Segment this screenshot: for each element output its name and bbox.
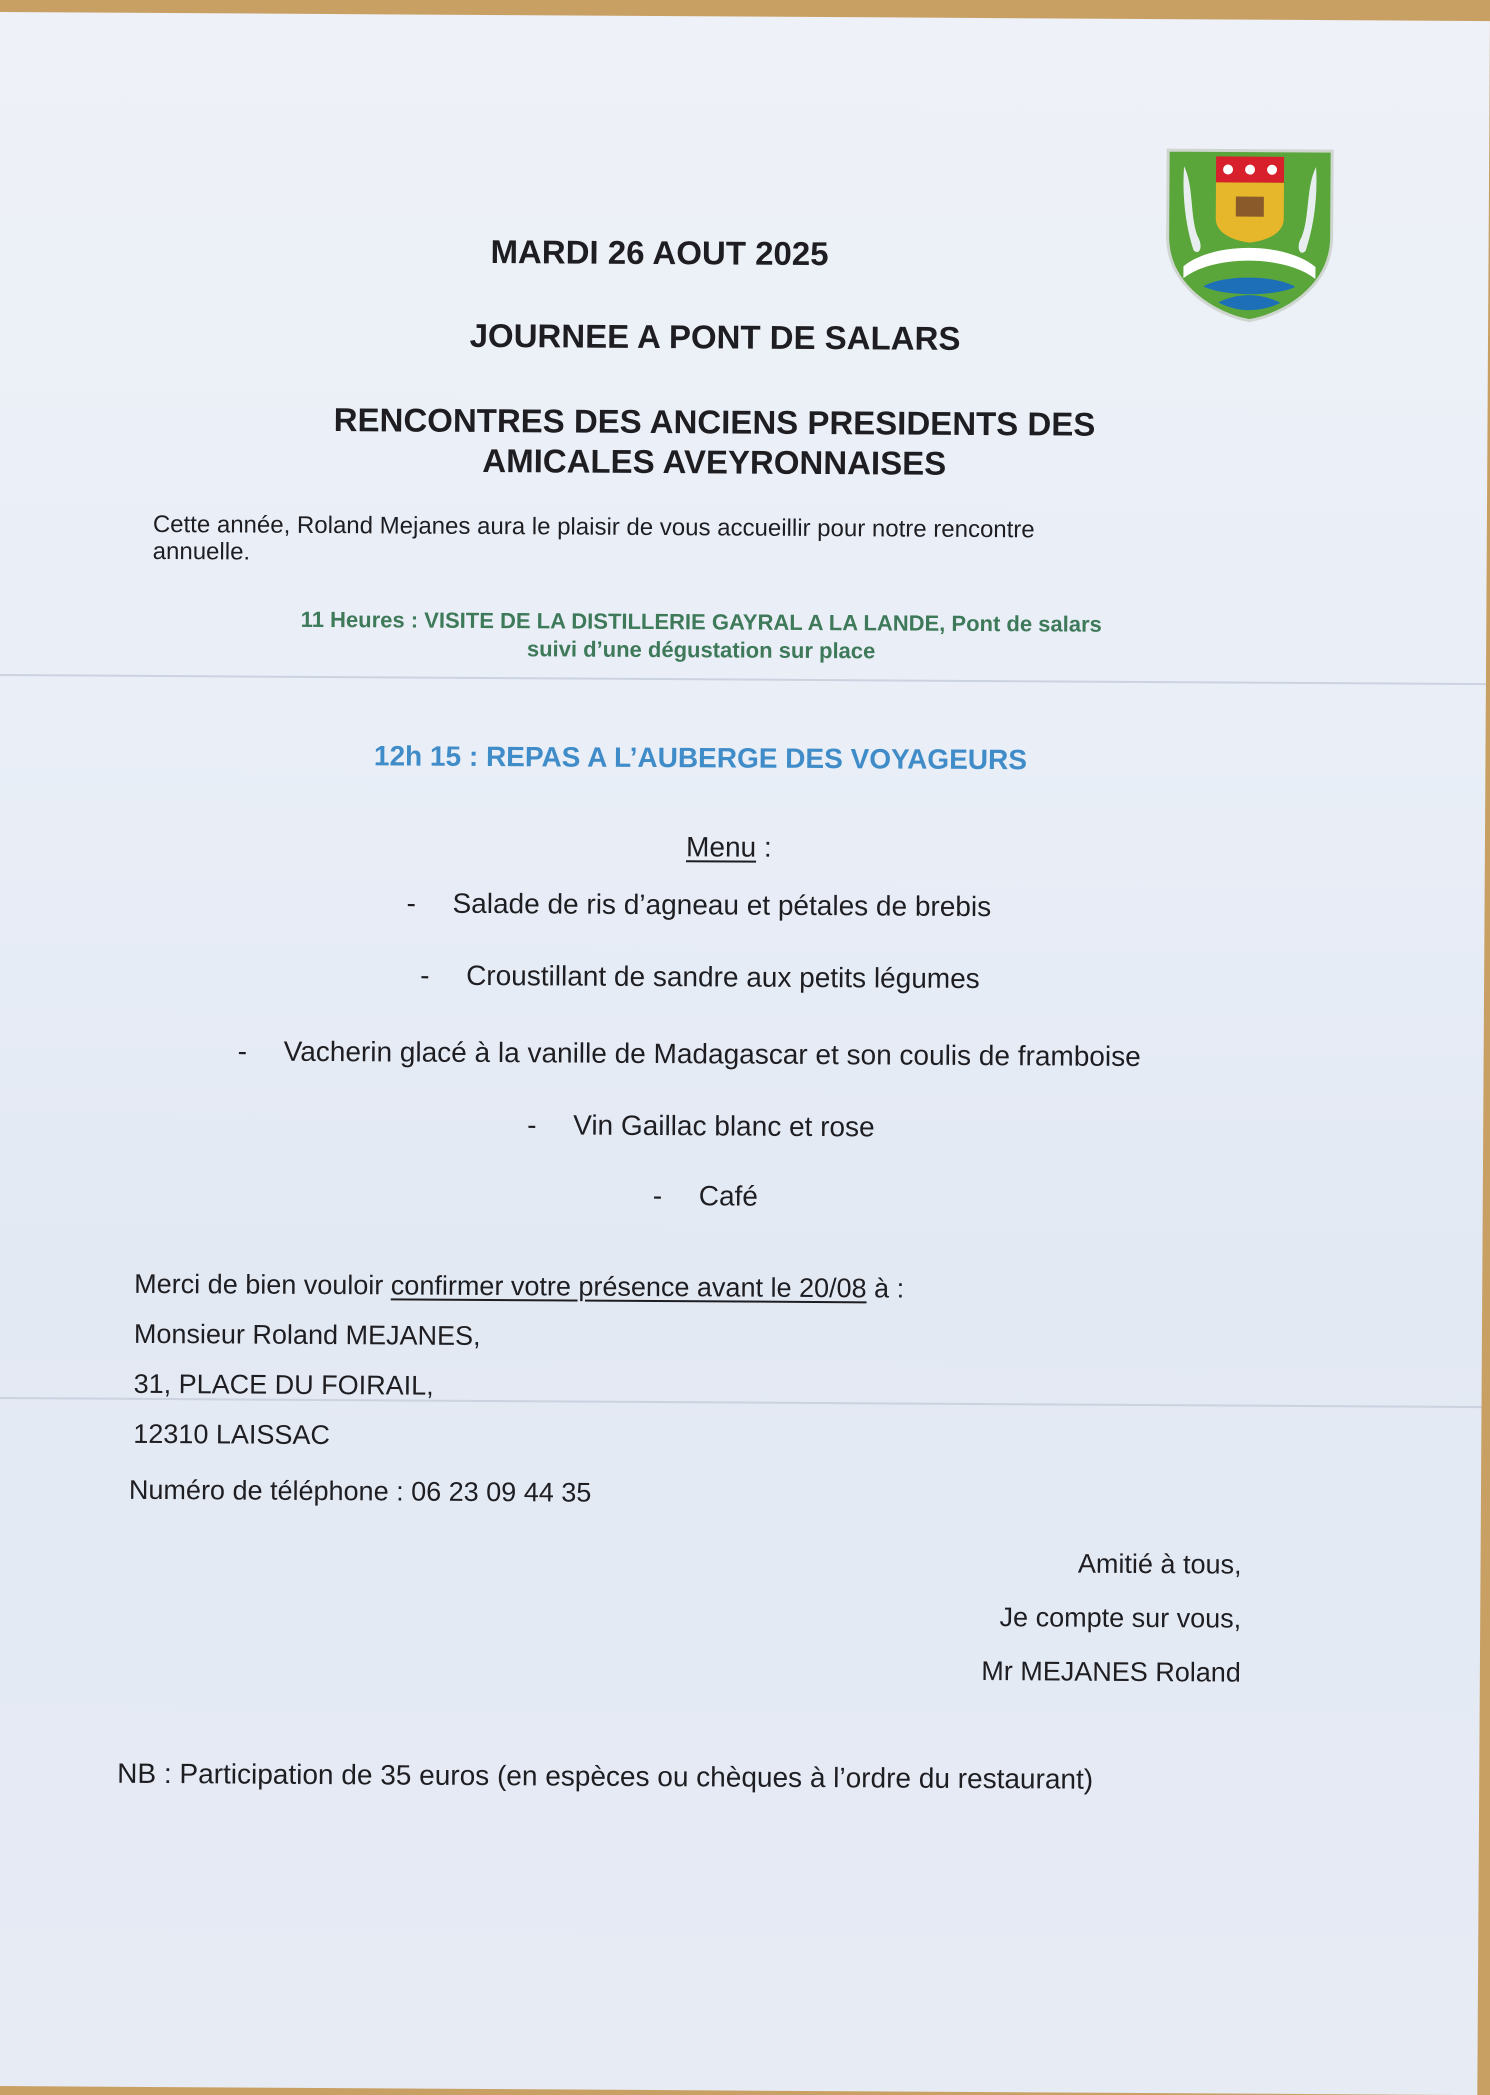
- signature-name: Mr MEJANES Roland: [981, 1656, 1241, 1688]
- letter-sheet: [0, 12, 1490, 2095]
- contact-city: 12310 LAISSAC: [133, 1418, 331, 1451]
- menu-item: [420, 960, 980, 995]
- paper-fold: [0, 674, 1486, 685]
- confirm-request: [134, 1269, 904, 1305]
- contact-name: Monsieur Roland MEJANES,: [133, 1318, 481, 1351]
- menu-bullet: -: [406, 887, 416, 919]
- menu-item-text: Croustillant de sandre aux petits légumes: [466, 959, 980, 995]
- menu-title-colon: :: [756, 831, 772, 863]
- intro-line: annuelle.: [152, 537, 251, 566]
- participation-note: NB : Participation de 35 euros (en espèces ou chèques à l’ordre du restaurant): [117, 1757, 1094, 1795]
- visit-line: suivi d’une dégustation sur place: [526, 636, 876, 664]
- menu-bullet: -: [527, 1109, 537, 1141]
- event-title-heading: JOURNEE A PONT DE SALARS: [469, 316, 961, 357]
- menu-bullet: -: [420, 959, 430, 991]
- menu-item-text: Vin Gaillac blanc et rose: [573, 1109, 875, 1143]
- confirm-prefix: Merci de bien vouloir: [134, 1268, 391, 1301]
- contact-phone: Numéro de téléphone : 06 23 09 44 35: [128, 1474, 592, 1508]
- menu-title-label: Menu: [686, 831, 757, 863]
- event-subtitle-line: RENCONTRES DES ANCIENS PRESIDENTS DES: [333, 401, 1096, 443]
- visit-line: 11 Heures : VISITE DE LA DISTILLERIE GAYRAL A LA LANDE, Pont de salars: [300, 606, 1102, 637]
- menu-bullet: -: [652, 1180, 663, 1212]
- menu-item: [238, 1035, 1141, 1073]
- intro-line: Cette année, Roland Mejanes aura le plaisir de vous accueillir pour notre rencontre: [152, 510, 1035, 544]
- meal-announcement: 12h 15 : REPAS A L’AUBERGE DES VOYAGEURS: [373, 740, 1028, 776]
- signature-line: Je compte sur vous,: [999, 1602, 1242, 1634]
- menu-title: [0, 827, 1463, 868]
- menu-item-text: Salade de ris d’agneau et pétales de brebis: [452, 887, 992, 923]
- distillery-visit: [136, 605, 1266, 668]
- event-subtitle-heading: [0, 398, 1432, 487]
- event-date-heading: MARDI 26 AOUT 2025: [490, 233, 829, 273]
- menu-item: [653, 1180, 758, 1213]
- coat-of-arms-icon: [1163, 146, 1336, 323]
- confirm-deadline: confirmer votre présence avant le 20/08: [390, 1270, 867, 1304]
- menu-item-text: Café: [698, 1180, 759, 1212]
- menu-item-text: Vacherin glacé à la vanille de Madagascar et son coulis de framboise: [283, 1035, 1141, 1072]
- confirm-suffix: à :: [866, 1273, 905, 1304]
- signature-line: Amitié à tous,: [1077, 1548, 1242, 1580]
- menu-item: [406, 888, 991, 924]
- menu-bullet: -: [237, 1035, 248, 1067]
- menu-item: [527, 1109, 875, 1143]
- contact-street: 31, PLACE DU FOIRAIL,: [133, 1368, 434, 1401]
- intro-paragraph: [153, 511, 1263, 572]
- event-subtitle-line: AMICALES AVEYRONNAISES: [482, 441, 947, 482]
